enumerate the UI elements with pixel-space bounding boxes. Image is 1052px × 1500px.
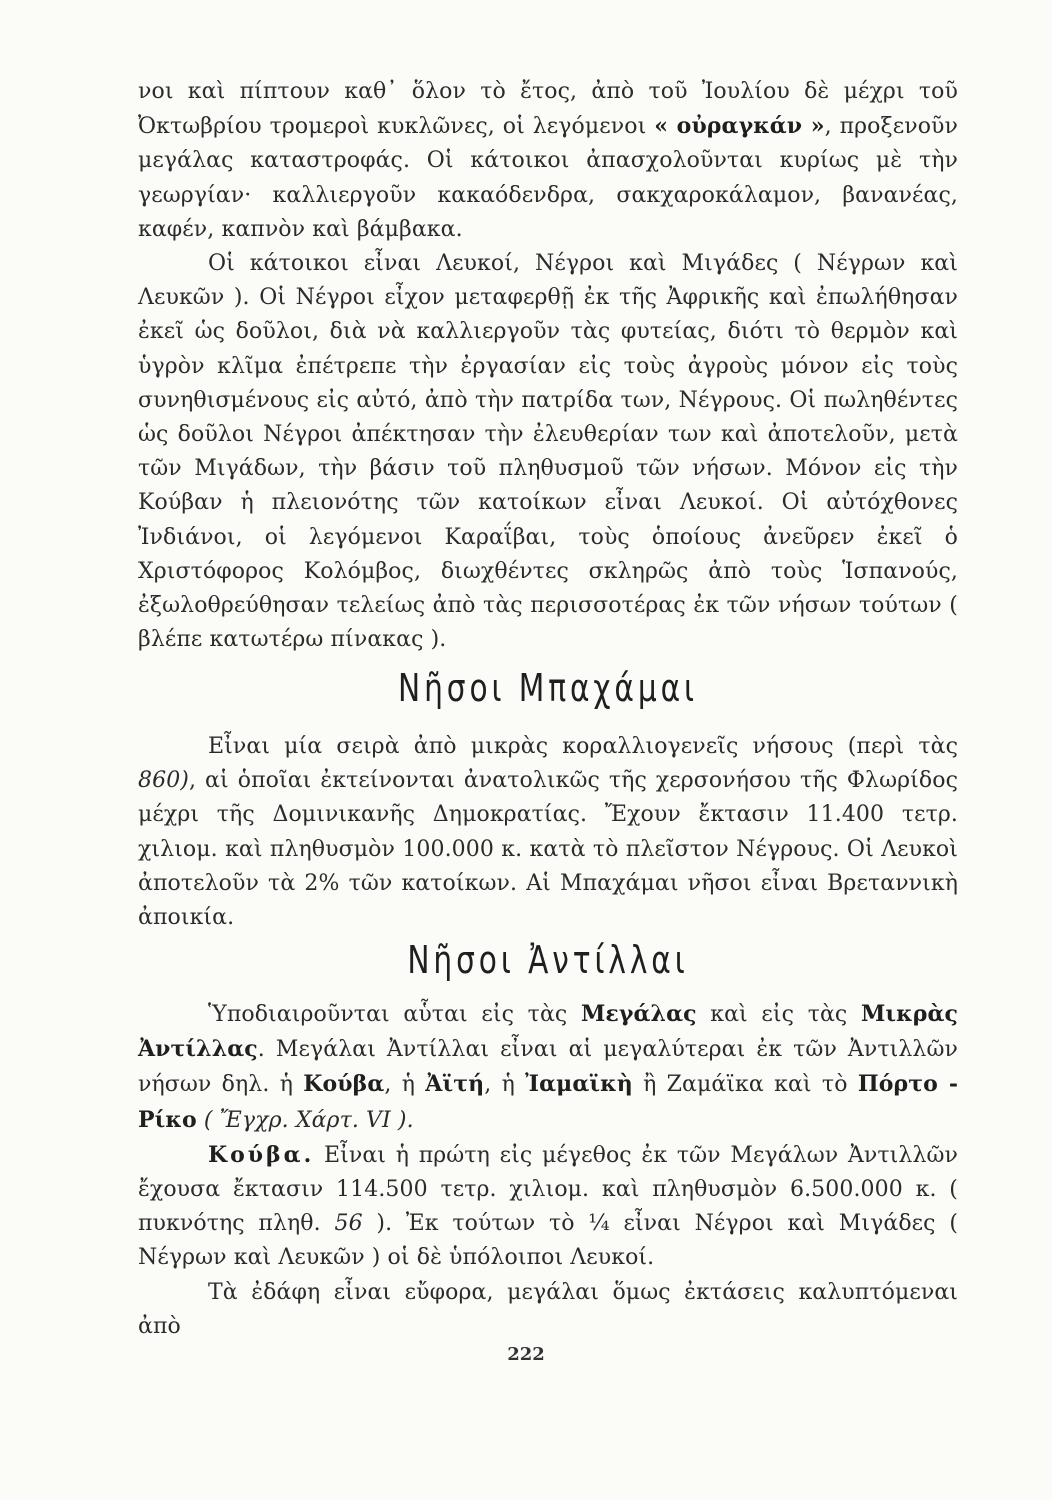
intro-text-block xyxy=(138,75,958,657)
bold-term-greater: Μεγάλας xyxy=(580,1001,697,1027)
antilles-text-block xyxy=(138,997,958,1344)
italic-density: 56 xyxy=(334,1211,363,1237)
bahamas-text-block xyxy=(138,730,958,935)
paragraph-antilles: Ὑποδιαιροῦνται αὗται εἰς τὰς Μεγάλας καὶ εἰς τὰς Μικρὰς Ἀντίλλας. Μεγάλαι Ἀντίλλαι εἶναι αἱ μεγαλύτεραι ἐκ τῶν Ἀντιλλῶν νήσων δηλ. ἡ Κούβα, ἡ Ἀϊτή, ἡ Ἰαμαϊκὴ ἢ Ζαμάϊκα καὶ τὸ Πόρτο - Ρίκο ( Ἔγχρ. Χάρτ. VI ). xyxy=(138,1001,959,1133)
bold-term-haiti: Ἀϊτή xyxy=(425,1071,485,1098)
section-heading-bahamas: Νῆσοι Μπαχάμαι xyxy=(398,666,698,710)
paragraph-soil: Τὰ ἐδάφη εἶναι εὔφορα, μεγάλαι ὅμως ἐκτάσεις καλυπτόμεναι ἀπὸ xyxy=(138,1279,958,1339)
page-number: 222 xyxy=(507,1344,545,1365)
map-reference: ( Ἔγχρ. Χάρτ. VI ). xyxy=(203,1107,414,1133)
bold-term-puerto-rico: Πόρτο - Ρίκο xyxy=(138,1071,959,1133)
paragraph-climate: νοι καὶ πίπτουν καθ᾽ ὅλον τὸ ἔτος, ἀπὸ τοῦ Ἰουλίου δὲ μέχρι τοῦ Ὀκτωβρίου τρομεροὶ κυκλῶνες, οἱ λεγόμενοι « οὐραγκάν », προξενοῦν μεγάλας καταστροφάς. Οἱ κάτοικοι ἀπασχολοῦνται κυρίως μὲ τὴν γεωργίαν· καλλιεργοῦν κακαόδενδρα, σακχαροκάλαμον, βανανέας, καφέν, καπνὸν καὶ βάμβακα. xyxy=(138,79,959,242)
paragraph-bahamas: Εἶναι μία σειρὰ ἀπὸ μικρὰς κοραλλιογενεῖς νήσους (περὶ τὰς 860), αἱ ὁποῖαι ἐκτείνονται ἀνατολικῶς τῆς χερσονήσου τῆς Φλωρίδος μέχρι τῆς Δομινικανῆς Δημοκρατίας. Ἔχουν ἔκτασιν 11.400 τετρ. χιλιομ. καὶ πληθυσμὸν 100.000 κ. κατὰ τὸ πλεῖστον Νέγρους. Οἱ Λευκοὶ ἀποτελοῦν τὰ 2% τῶν κατοίκων. Αἱ Μπαχάμαι νῆσοι εἶναι Βρεταννικὴ ἀποικία. xyxy=(138,734,958,931)
bold-term-cuba-heading: Κούβα. xyxy=(208,1141,315,1168)
paragraph-inhabitants: Οἱ κάτοικοι εἶναι Λευκοί, Νέγροι καὶ Μιγάδες ( Νέγρων καὶ Λευκῶν ). Οἱ Νέγροι εἶχον μεταφερθῇ ἐκ τῆς Ἀφρικῆς καὶ ἐπωλήθησαν ἐκεῖ ὡς δοῦλοι, διὰ νὰ καλλιεργοῦν τὰς φυτείας, διότι τὸ θερμὸν καὶ ὑγρὸν κλῖμα ἐπέτρεπε τὴν ἐργασίαν εἰς τοὺς ἀγροὺς μόνον εἰς τοὺς συνηθισμένους εἰς αὐτό, ἀπὸ τὴν πατρίδα των, Νέγρους. Οἱ πωληθέντες ὡς δοῦλοι Νέγροι ἀπέκτησαν τὴν ἐλευθερίαν των καὶ ἀποτελοῦν, μετὰ τῶν Μιγάδων, τὴν βάσιν τοῦ πληθυσμοῦ τῶν νήσων. Μόνον εἰς τὴν Κούβαν ἡ πλειονότης τῶν κατοίκων εἶναι Λευκοί. Οἱ αὐτόχθονες Ἰνδιάνοι, οἱ λεγόμενοι Καραΐβαι, τοὺς ὁποίους ἀνεῦρεν ἐκεῖ ὁ Χριστόφορος Κολόμβος, διωχθέντες σκληρῶς ἀπὸ τοὺς Ἱσπανούς, ἐξωλοθρεύθησαν τελείως ἀπὸ τὰς περισσοτέρας ἐκ τῶν νήσων τούτων ( βλέπε κατωτέρω πίνακας ). xyxy=(138,251,958,653)
italic-number: 860) xyxy=(138,768,189,794)
bold-term-cuba: Κούβα xyxy=(303,1071,385,1098)
paragraph-cuba: Κούβα. Εἶναι ἡ πρώτη εἰς μέγεθος ἐκ τῶν Μεγάλων Ἀντιλλῶν ἔχουσα ἔκτασιν 114.500 τετρ. χιλιομ. καὶ πληθυσμὸν 6.500.000 κ. ( πυκνότης πληθ. 56 ). Ἐκ τούτων τὸ ¼ εἶναι Νέγροι καὶ Μιγάδες ( Νέγρων καὶ Λευκῶν ) οἱ δὲ ὑπόλοιποι Λευκοί. xyxy=(138,1141,959,1271)
section-heading-antilles: Νῆσοι Ἀντίλλαι xyxy=(407,938,689,982)
bold-term-hurricane: « οὐραγκάν » xyxy=(654,113,825,140)
bold-term-jamaica: Ἰαμαϊκὴ xyxy=(525,1071,633,1098)
bold-term-lesser-antilles: Μικρὰς Ἀντίλλας xyxy=(138,1001,959,1063)
